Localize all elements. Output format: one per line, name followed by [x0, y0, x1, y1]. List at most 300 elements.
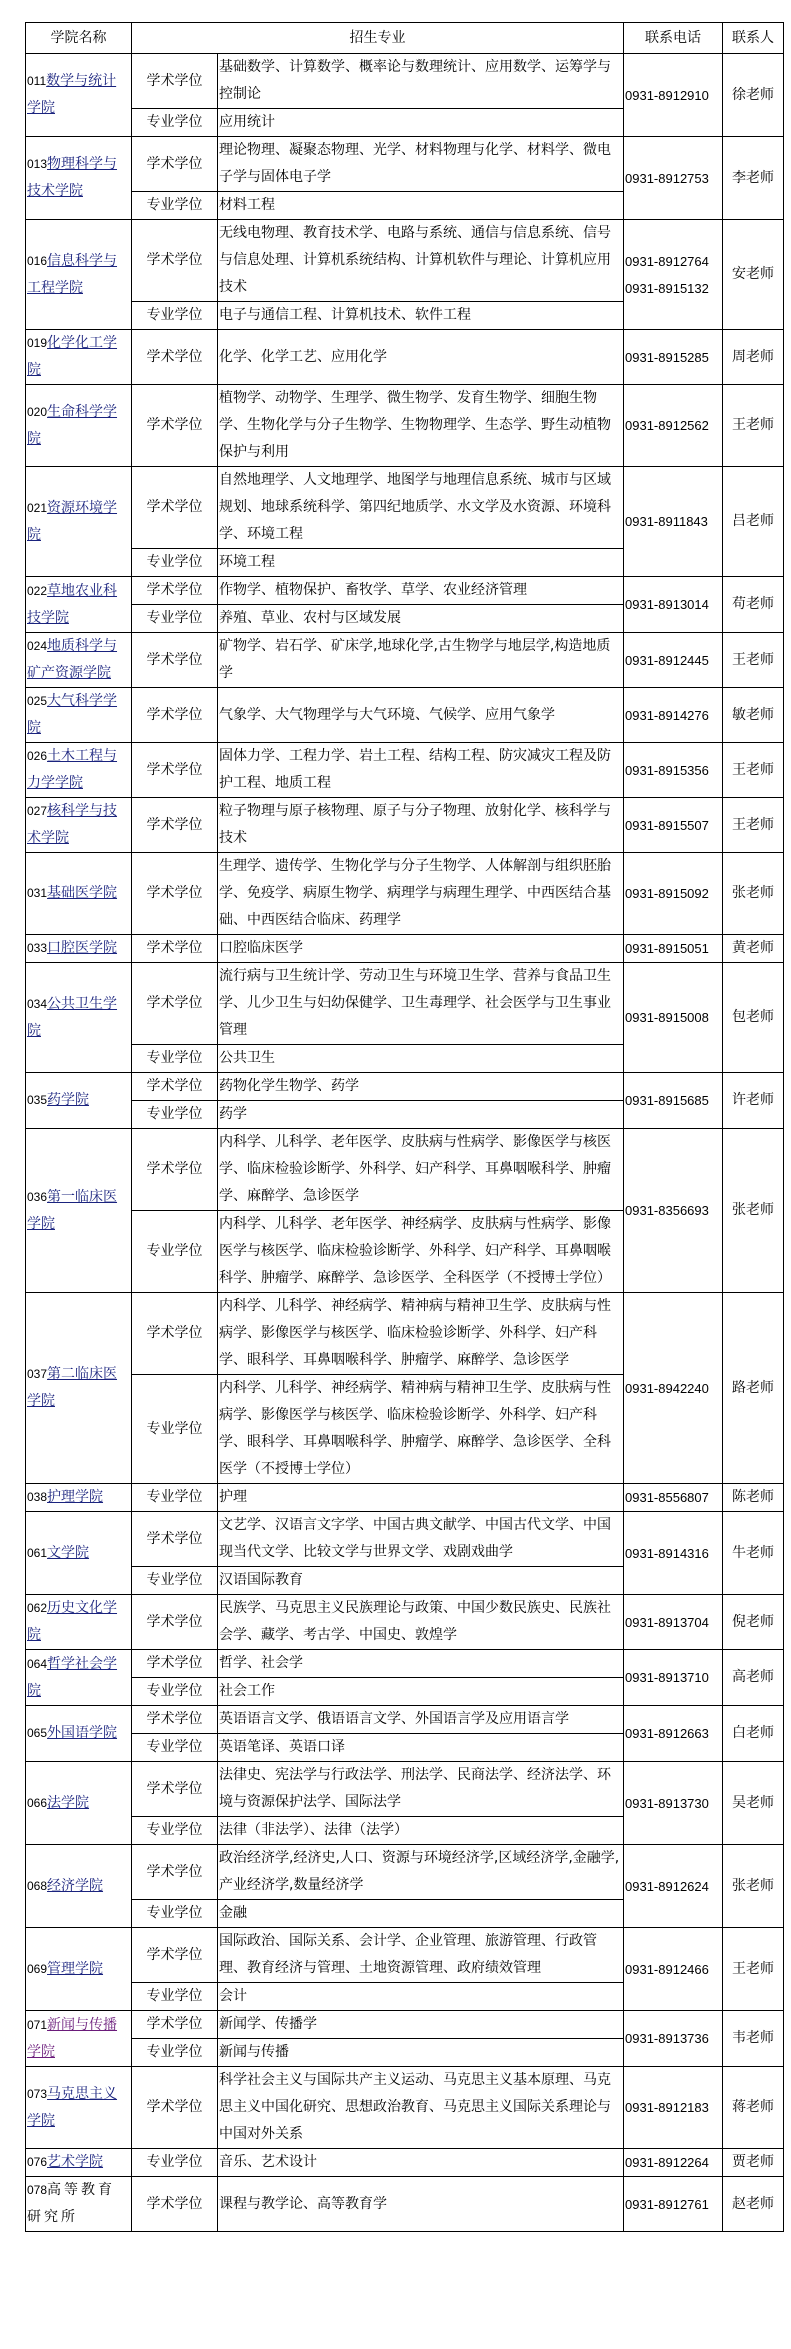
phone-number: 0931-8913736	[625, 2031, 709, 2046]
contact-person: 包老师	[723, 963, 784, 1073]
college-code: 073	[27, 2086, 48, 2101]
majors-list: 内科学、儿科学、神经病学、精神病与精神卫生学、皮肤病与性病学、影像医学与核医学、临床检验诊断学、外科学、妇产科学、眼科学、耳鼻咽喉科学、肿瘤学、麻醉学、急诊医学、全科医学（不授博士学位）	[218, 1375, 624, 1484]
phone-cell	[624, 1293, 723, 1484]
college-link[interactable]: 文学院	[47, 1544, 90, 1561]
contact-person: 蒋老师	[723, 2067, 784, 2149]
phone-cell	[624, 2149, 723, 2177]
phone-number: 0931-8915685	[625, 1093, 709, 1108]
table-row	[26, 935, 784, 963]
contact-person: 王老师	[723, 798, 784, 853]
phone-cell	[624, 1706, 723, 1762]
college-cell	[26, 1512, 132, 1595]
degree-type: 专业学位	[132, 2149, 218, 2177]
college-link[interactable]: 法学院	[47, 1794, 90, 1811]
college-code: 027	[27, 804, 48, 818]
college-cell	[26, 1650, 132, 1706]
college-code: 076	[27, 2155, 48, 2169]
contact-person: 敏老师	[723, 688, 784, 743]
phone-number: 0931-8915132	[625, 280, 709, 296]
college-code: 062	[27, 1601, 48, 1615]
college-cell	[26, 1928, 132, 2011]
contact-person: 赵老师	[723, 2177, 784, 2232]
contact-person: 吴老师	[723, 1762, 784, 1845]
majors-list: 粒子物理与原子核物理、原子与分子物理、放射化学、核科学与技术	[218, 798, 624, 853]
contact-person: 韦老师	[723, 2011, 784, 2067]
phone-cell	[624, 1928, 723, 2011]
college-link[interactable]: 外国语学院	[47, 1725, 118, 1741]
table-row	[26, 467, 784, 549]
phone-number: 0931-8915008	[625, 1010, 709, 1025]
table-row	[26, 1595, 784, 1650]
contact-person: 黄老师	[723, 935, 784, 963]
college-link[interactable]: 土木工程与力学学院	[27, 748, 118, 791]
phone-cell	[624, 935, 723, 963]
contact-person: 牛老师	[723, 1512, 784, 1595]
college-link[interactable]: 第二临床医学院	[27, 1366, 118, 1409]
phone-number: 0931-8915285	[625, 349, 709, 365]
college-link[interactable]: 公共卫生学院	[27, 995, 118, 1039]
college-cell	[26, 963, 132, 1073]
degree-type: 专业学位	[132, 605, 218, 633]
college-link[interactable]: 哲学社会学院	[27, 1655, 118, 1699]
college-code: 071	[27, 2017, 48, 2032]
college-cell	[26, 220, 132, 330]
contact-person: 许老师	[723, 1073, 784, 1129]
majors-list: 政治经济学,经济史,人口、资源与环境经济学,区域经济学,金融学,产业经济学,数量经济学	[218, 1845, 624, 1900]
phone-cell	[624, 2177, 723, 2232]
phone-cell	[624, 963, 723, 1073]
majors-list: 课程与教学论、高等教育学	[218, 2177, 624, 2232]
college-link[interactable]: 历史文化学院	[27, 1600, 118, 1643]
college-link[interactable]: 物理科学与技术学院	[27, 156, 118, 199]
phone-cell	[624, 577, 723, 633]
phone-cell	[624, 467, 723, 577]
college-link[interactable]: 管理学院	[47, 1960, 104, 1977]
contact-person: 贾老师	[723, 2149, 784, 2177]
majors-list: 科学社会主义与国际共产主义运动、马克思主义基本原理、马克思主义中国化研究、思想政治教育、马克思主义国际关系理论与中国对外关系	[218, 2067, 624, 2149]
phone-cell	[624, 743, 723, 798]
degree-type: 专业学位	[132, 1734, 218, 1762]
header-majors: 招生专业	[132, 23, 624, 54]
phone-cell	[624, 1484, 723, 1512]
majors-list: 药学	[218, 1101, 624, 1129]
college-code: 021	[27, 500, 48, 515]
majors-list: 音乐、艺术设计	[218, 2149, 624, 2177]
degree-type: 专业学位	[132, 1817, 218, 1845]
college-link[interactable]: 口腔医学院	[47, 940, 118, 956]
phone-number: 0931-8914316	[625, 1545, 709, 1561]
header-college: 学院名称	[26, 23, 132, 54]
majors-list: 法律史、宪法学与行政法学、刑法学、民商法学、经济法学、环境与资源保护法学、国际法学	[218, 1762, 624, 1817]
college-link[interactable]: 核科学与技术学院	[27, 803, 118, 846]
degree-type: 专业学位	[132, 1211, 218, 1293]
phone-number: 0931-8912562	[625, 418, 709, 433]
phone-number: 0931-8911843	[625, 514, 708, 529]
majors-list: 材料工程	[218, 192, 624, 220]
majors-list: 新闻与传播	[218, 2039, 624, 2067]
college-code: 020	[27, 404, 48, 419]
phone-cell	[624, 633, 723, 688]
phone-cell	[624, 1595, 723, 1650]
degree-type: 学术学位	[132, 54, 218, 109]
phone-cell	[624, 2067, 723, 2149]
phone-number: 0931-8913730	[625, 1795, 709, 1811]
phone-cell	[624, 853, 723, 935]
degree-type: 专业学位	[132, 302, 218, 330]
majors-list: 新闻学、传播学	[218, 2011, 624, 2039]
degree-type: 学术学位	[132, 1129, 218, 1211]
majors-list: 应用统计	[218, 109, 624, 137]
college-link[interactable]: 信息科学与工程学院	[27, 252, 118, 296]
contact-person: 张老师	[723, 1845, 784, 1928]
contact-person: 安老师	[723, 220, 784, 330]
college-code: 038	[27, 1490, 48, 1504]
college-cell	[26, 137, 132, 220]
table-row	[26, 1512, 784, 1567]
table-row	[26, 1650, 784, 1678]
college-cell	[26, 2067, 132, 2149]
college-code: 078	[27, 2183, 48, 2197]
phone-number: 0931-8912663	[625, 1726, 709, 1741]
table-row	[26, 1484, 784, 1512]
table-row	[26, 137, 784, 192]
college-cell	[26, 1595, 132, 1650]
college-link[interactable]: 基础医学院	[47, 885, 118, 901]
phone-number: 0931-8912764	[625, 253, 709, 269]
header-row	[26, 23, 784, 54]
phone-cell	[624, 1129, 723, 1293]
table-row	[26, 1073, 784, 1101]
majors-list: 汉语国际教育	[218, 1567, 624, 1595]
majors-list: 国际政治、国际关系、会计学、企业管理、旅游管理、行政管理、教育经济与管理、土地资源管理、政府绩效管理	[218, 1928, 624, 1983]
college-cell	[26, 1762, 132, 1845]
degree-type: 专业学位	[132, 1045, 218, 1073]
phone-cell	[624, 54, 723, 137]
degree-type: 学术学位	[132, 2067, 218, 2149]
table-row	[26, 1762, 784, 1817]
table-row	[26, 2177, 784, 2232]
college-cell	[26, 1073, 132, 1129]
college-code: 031	[27, 886, 48, 900]
phone-number: 0931-8912761	[625, 2196, 709, 2212]
majors-list: 作物学、植物保护、畜牧学、草学、农业经济管理	[218, 577, 624, 605]
phone-number: 0931-8912466	[625, 1961, 709, 1977]
phone-number: 0931-8915356	[625, 762, 709, 778]
majors-list: 流行病与卫生统计学、劳动卫生与环境卫生学、营养与食品卫生学、儿少卫生与妇幼保健学、卫生毒理学、社会医学与卫生事业管理	[218, 963, 624, 1045]
table-row	[26, 1928, 784, 1983]
contact-person: 苟老师	[723, 577, 784, 633]
degree-type: 专业学位	[132, 1567, 218, 1595]
table-row	[26, 2011, 784, 2039]
degree-type: 学术学位	[132, 1650, 218, 1678]
college-link[interactable]: 数学与统计学院	[27, 73, 117, 116]
majors-list: 内科学、儿科学、神经病学、精神病与精神卫生学、皮肤病与性病学、影像医学与核医学、临床检验诊断学、外科学、妇产科学、眼科学、耳鼻咽喉科学、肿瘤学、麻醉学、急诊医学	[218, 1293, 624, 1375]
majors-list: 法律（非法学）、法律（法学）	[218, 1817, 624, 1845]
phone-cell	[624, 798, 723, 853]
degree-type: 学术学位	[132, 853, 218, 935]
college-code: 019	[27, 336, 48, 350]
degree-type: 专业学位	[132, 192, 218, 220]
college-cell	[26, 385, 132, 467]
phone-cell	[624, 1762, 723, 1845]
college-link[interactable]: 新闻与传播学院	[27, 2016, 118, 2060]
table-row	[26, 1293, 784, 1375]
majors-list: 民族学、马克思主义民族理论与政策、中国少数民族史、民族社会学、藏学、考古学、中国史、敦煌学	[218, 1595, 624, 1650]
majors-list: 内科学、儿科学、老年医学、神经病学、皮肤病与性病学、影像医学与核医学、临床检验诊断学、外科学、妇产科学、耳鼻咽喉科学、肿瘤学、麻醉学、急诊医学、全科医学（不授博士学位）	[218, 1211, 624, 1293]
phone-number: 0931-8356693	[625, 1203, 709, 1218]
contact-person: 周老师	[723, 330, 784, 385]
majors-list: 生理学、遗传学、生物化学与分子生物学、人体解剖与组织胚胎学、免疫学、病原生物学、病理学与病理生理学、中西医结合基础、中西医结合临床、药理学	[218, 853, 624, 935]
degree-type: 学术学位	[132, 330, 218, 385]
table-row	[26, 577, 784, 605]
degree-type: 学术学位	[132, 220, 218, 302]
phone-number: 0931-8913704	[625, 1614, 709, 1630]
contact-person: 张老师	[723, 1129, 784, 1293]
college-link[interactable]: 马克思主义学院	[27, 2085, 118, 2129]
degree-type: 学术学位	[132, 467, 218, 549]
phone-cell	[624, 385, 723, 467]
degree-type: 学术学位	[132, 2011, 218, 2039]
majors-list: 社会工作	[218, 1678, 624, 1706]
majors-list: 电子与通信工程、计算机技术、软件工程	[218, 302, 624, 330]
majors-list: 理论物理、凝聚态物理、光学、材料物理与化学、材料学、微电子学与固体电子学	[218, 137, 624, 192]
phone-number: 0931-8912445	[625, 652, 709, 668]
majors-list: 基础数学、计算数学、概率论与数理统计、应用数学、运筹学与控制论	[218, 54, 624, 109]
degree-type: 专业学位	[132, 109, 218, 137]
degree-type: 学术学位	[132, 2177, 218, 2232]
contact-person: 王老师	[723, 385, 784, 467]
majors-list: 养殖、草业、农村与区域发展	[218, 605, 624, 633]
college-link[interactable]: 生命科学学院	[27, 403, 118, 447]
contact-person: 张老师	[723, 853, 784, 935]
college-code: 069	[27, 1961, 48, 1976]
degree-type: 学术学位	[132, 963, 218, 1045]
degree-type: 学术学位	[132, 633, 218, 688]
college-code: 061	[27, 1545, 48, 1560]
college-cell	[26, 2149, 132, 2177]
phone-number: 0931-8556807	[625, 1490, 709, 1505]
degree-type: 学术学位	[132, 1845, 218, 1900]
college-code: 011	[27, 74, 47, 88]
degree-type: 学术学位	[132, 688, 218, 743]
college-cell	[26, 1706, 132, 1762]
college-cell	[26, 330, 132, 385]
table-row	[26, 1706, 784, 1734]
degree-type: 专业学位	[132, 549, 218, 577]
degree-type: 专业学位	[132, 2039, 218, 2067]
majors-list: 护理	[218, 1484, 624, 1512]
college-link[interactable]: 化学化工学院	[27, 335, 118, 378]
table-row	[26, 798, 784, 853]
degree-type: 学术学位	[132, 1512, 218, 1567]
contact-person: 王老师	[723, 633, 784, 688]
college-link[interactable]: 药学院	[47, 1092, 90, 1108]
degree-type: 学术学位	[132, 798, 218, 853]
college-code: 064	[27, 1656, 48, 1671]
college-name: 高等教育研究所	[27, 2182, 116, 2225]
college-cell	[26, 935, 132, 963]
phone-number: 0931-8912753	[625, 170, 709, 186]
degree-type: 专业学位	[132, 1375, 218, 1484]
contact-person: 高老师	[723, 1650, 784, 1706]
college-link[interactable]: 地质科学与矿产资源学院	[27, 638, 118, 681]
phone-cell	[624, 1845, 723, 1928]
majors-list: 英语笔译、英语口译	[218, 1734, 624, 1762]
contact-person: 倪老师	[723, 1595, 784, 1650]
majors-list: 无线电物理、教育技术学、电路与系统、通信与信息系统、信号与信息处理、计算机系统结构、计算机软件与理论、计算机应用技术	[218, 220, 624, 302]
phone-number: 0931-8913710	[625, 1670, 709, 1685]
college-cell	[26, 633, 132, 688]
contact-person: 吕老师	[723, 467, 784, 577]
table-row	[26, 2067, 784, 2149]
table-body	[26, 54, 784, 2232]
college-cell	[26, 1293, 132, 1484]
college-code: 033	[27, 941, 48, 955]
table-row	[26, 688, 784, 743]
phone-number: 0931-8912183	[625, 2100, 709, 2115]
college-code: 065	[27, 1726, 48, 1740]
degree-type: 学术学位	[132, 1706, 218, 1734]
college-cell	[26, 2011, 132, 2067]
table-row	[26, 385, 784, 467]
phone-cell	[624, 1650, 723, 1706]
degree-type: 专业学位	[132, 1900, 218, 1928]
contact-person: 白老师	[723, 1706, 784, 1762]
majors-list: 文艺学、汉语言文字学、中国古典文献学、中国古代文学、中国现当代文学、比较文学与世界文学、戏剧戏曲学	[218, 1512, 624, 1567]
degree-type: 学术学位	[132, 1073, 218, 1101]
phone-cell	[624, 220, 723, 330]
college-link[interactable]: 资源环境学院	[27, 499, 118, 543]
college-code: 016	[27, 253, 48, 268]
degree-type: 学术学位	[132, 385, 218, 467]
majors-list: 金融	[218, 1900, 624, 1928]
majors-list: 气象学、大气物理学与大气环境、气候学、应用气象学	[218, 688, 624, 743]
majors-list: 自然地理学、人文地理学、地图学与地理信息系统、城市与区域规划、地球系统科学、第四纪地质学、水文学及水资源、环境科学、环境工程	[218, 467, 624, 549]
degree-type: 学术学位	[132, 1293, 218, 1375]
phone-cell	[624, 688, 723, 743]
college-cell	[26, 2177, 132, 2232]
majors-list: 植物学、动物学、生理学、微生物学、发育生物学、细胞生物学、生物化学与分子生物学、生物物理学、生态学、野生动植物保护与利用	[218, 385, 624, 467]
degree-type: 学术学位	[132, 137, 218, 192]
degree-type: 学术学位	[132, 935, 218, 963]
contact-person: 王老师	[723, 743, 784, 798]
degree-type: 专业学位	[132, 1101, 218, 1129]
college-cell	[26, 743, 132, 798]
college-cell	[26, 688, 132, 743]
college-cell	[26, 1129, 132, 1293]
phone-number: 0931-8914276	[625, 707, 709, 723]
contact-person: 李老师	[723, 137, 784, 220]
majors-list: 英语语言文学、俄语语言文学、外国语言学及应用语言学	[218, 1706, 624, 1734]
table-row	[26, 54, 784, 109]
majors-list: 会计	[218, 1983, 624, 2011]
phone-number: 0931-8915051	[625, 941, 709, 956]
college-cell	[26, 798, 132, 853]
degree-type: 专业学位	[132, 1678, 218, 1706]
college-code: 066	[27, 1795, 48, 1810]
college-link[interactable]: 经济学院	[47, 1877, 104, 1894]
phone-number: 0931-8942240	[625, 1380, 709, 1396]
table-row	[26, 633, 784, 688]
table-row	[26, 1845, 784, 1900]
majors-list: 固体力学、工程力学、岩土工程、结构工程、防灾减灾工程及防护工程、地质工程	[218, 743, 624, 798]
phone-cell	[624, 1512, 723, 1595]
phone-number: 0931-8912910	[625, 87, 709, 103]
college-cell	[26, 467, 132, 577]
college-link[interactable]: 草地农业科技学院	[27, 582, 118, 626]
contact-person: 徐老师	[723, 54, 784, 137]
header-phone: 联系电话	[624, 23, 723, 54]
college-code: 026	[27, 749, 48, 763]
phone-cell	[624, 2011, 723, 2067]
college-cell	[26, 853, 132, 935]
college-cell	[26, 54, 132, 137]
phone-number: 0931-8913014	[625, 597, 709, 612]
phone-number: 0931-8915507	[625, 817, 709, 833]
majors-list: 内科学、儿科学、老年医学、皮肤病与性病学、影像医学与核医学、临床检验诊断学、外科学、妇产科学、耳鼻咽喉科学、肿瘤学、麻醉学、急诊医学	[218, 1129, 624, 1211]
college-link[interactable]: 护理学院	[47, 1489, 104, 1505]
majors-list: 矿物学、岩石学、矿床学,地球化学,古生物学与地层学,构造地质学	[218, 633, 624, 688]
contact-person: 王老师	[723, 1928, 784, 2011]
phone-number: 0931-8912624	[625, 1878, 709, 1894]
table-row	[26, 963, 784, 1045]
contact-person: 陈老师	[723, 1484, 784, 1512]
college-cell	[26, 1484, 132, 1512]
college-code: 024	[27, 639, 48, 653]
majors-list: 化学、化学工艺、应用化学	[218, 330, 624, 385]
table-row	[26, 853, 784, 935]
degree-type: 学术学位	[132, 1595, 218, 1650]
degree-type: 学术学位	[132, 1928, 218, 1983]
table-row	[26, 220, 784, 302]
majors-list: 药物化学生物学、药学	[218, 1073, 624, 1101]
degree-type: 学术学位	[132, 577, 218, 605]
degree-type: 学术学位	[132, 743, 218, 798]
majors-list: 环境工程	[218, 549, 624, 577]
college-link[interactable]: 第一临床医学院	[27, 1188, 118, 1232]
college-code: 025	[27, 694, 48, 708]
phone-cell	[624, 137, 723, 220]
college-code: 036	[27, 1189, 48, 1204]
header-contact: 联系人	[723, 23, 784, 54]
contact-person: 路老师	[723, 1293, 784, 1484]
college-code: 022	[27, 583, 48, 598]
table-row	[26, 2149, 784, 2177]
majors-list: 公共卫生	[218, 1045, 624, 1073]
college-code: 035	[27, 1093, 48, 1107]
phone-cell	[624, 330, 723, 385]
degree-type: 专业学位	[132, 1484, 218, 1512]
college-cell	[26, 577, 132, 633]
phone-number: 0931-8912264	[625, 2155, 709, 2170]
table-row	[26, 330, 784, 385]
phone-cell	[624, 1073, 723, 1129]
phone-number: 0931-8915092	[625, 886, 709, 901]
admissions-table	[25, 22, 784, 2232]
college-code: 034	[27, 996, 48, 1011]
majors-list: 哲学、社会学	[218, 1650, 624, 1678]
table-row	[26, 1129, 784, 1211]
college-code: 068	[27, 1878, 48, 1893]
degree-type: 专业学位	[132, 1983, 218, 2011]
college-link[interactable]: 大气科学学院	[27, 693, 118, 736]
degree-type: 学术学位	[132, 1762, 218, 1817]
college-link[interactable]: 艺术学院	[47, 2154, 104, 2170]
majors-list: 口腔临床医学	[218, 935, 624, 963]
table-row	[26, 743, 784, 798]
college-cell	[26, 1845, 132, 1928]
college-code: 013	[27, 157, 48, 171]
